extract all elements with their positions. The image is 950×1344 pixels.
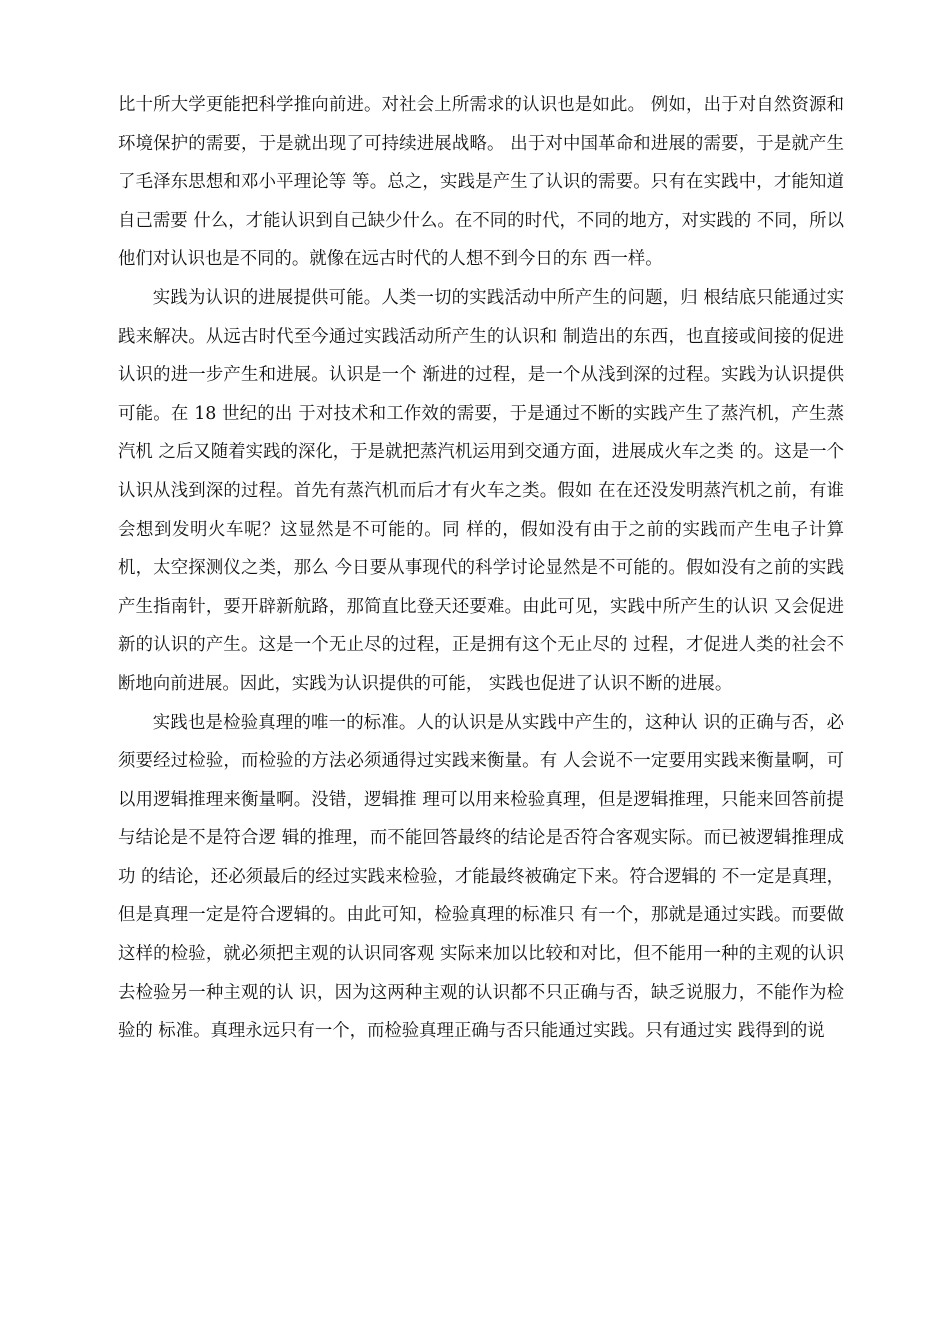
paragraph-1: 比十所大学更能把科学推向前进。对社会上所需求的认识也是如此。 例如，出于对自然资源和环境保护的需要，于是就出现了可持续进展战略。 出于对中国革命和进展的需要，于是就产生了毛泽东思想和邓小平理论等 等。总之，实践是产生了认识的需要。只有在实践中，才能知道自己需要 什么，才能认识到自己缺少什么。在不同的时代，不同的地方，对实践的 不同，所以他们对认识也是不同的。就像在远古时代的人想不到今日的东 西一样。 [118, 95, 844, 270]
paragraph-2: 实践为认识的进展提供可能。人类一切的实践活动中所产生的问题，归 根结底只能通过实践来解决。从远古时代至今通过实践活动所产生的认识和 制造出的东西，也直接或间接的促进认识的进一步产生和进展。认识是一个 渐进的过程，是一个从浅到深的过程。实践为认识提供可能。在 18 世纪的出 于对技术和工作效的需要，于是通过不断的实践产生了蒸汽机，产生蒸汽机 之后又随着实践的深化，于是就把蒸汽机运用到交通方面，进展成火车之类 的。这是一个认识从浅到深的过程。首先有蒸汽机而后才有火车之类。假如 在在还没发明蒸汽机之前，有谁会想到发明火车呢？这显然是不可能的。同 样的，假如没有由于之前的实践而产生电子计算机，太空探测仪之类，那么 今日要从事现代的科学讨论显然是不可能的。假如没有之前的实践产生指南针，要开辟新航路，那简直比登天还要难。由此可见，实践中所产生的认识 又会促进新的认识的产生。这是一个无止尽的过程，正是拥有这个无止尽的 过程，才促进人类的社会不断地向前进展。因此，实践为认识提供的可能， 实践也促进了认识不断的进展。 [118, 287, 844, 694]
paragraph-3: 实践也是检验真理的唯一的标准。人的认识是从实践中产生的，这种认 识的正确与否，必须要经过检验，而检验的方法必须通得过实践来衡量。有 人会说不一定要用实践来衡量啊，可以用逻辑推理来衡量啊。没错，逻辑推 理可以用来检验真理，但是逻辑推理，只能来回答前提与结论是不是符合逻 辑的推理，而不能回答最终的结论是否符合客观实际。而已被逻辑推理成功 的结论，还必须最后的经过实践来检验，才能最终被确定下来。符合逻辑的 不一定是真理，但是真理一定是符合逻辑的。由此可知，检验真理的标准只 有一个，那就是通过实践。而要做这样的检验，就必须把主观的认识同客观 实际来加以比较和对比，但不能用一种的主观的认识去检验另一种主观的认 识，因为这两种主观的认识都不只正确与否，缺乏说服力，不能作为检验的 标准。真理永远只有一个，而检验真理正确与否只能通过实践。只有通过实 践得到的说 [118, 712, 844, 1042]
document-page [118, 86, 844, 1051]
